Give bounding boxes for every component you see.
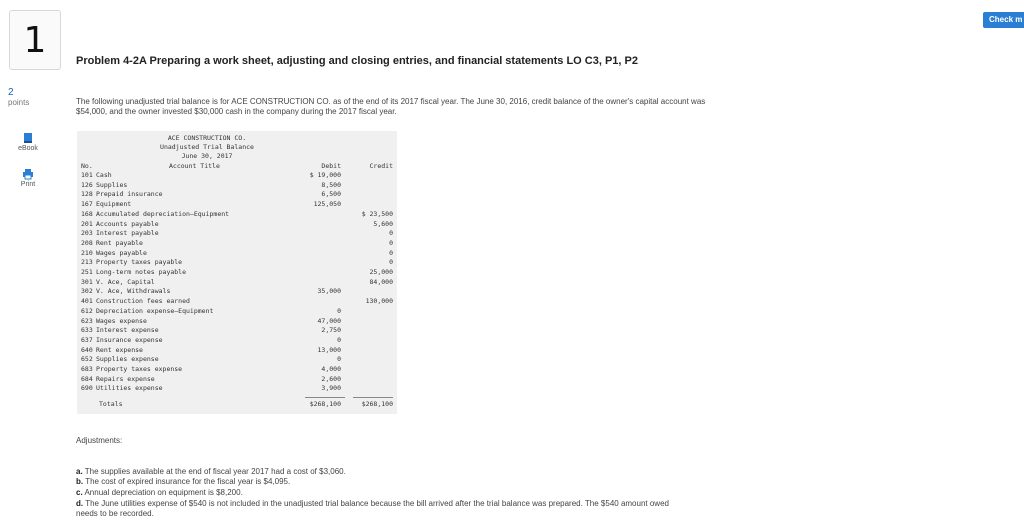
tb-row	[77, 336, 397, 345]
tb-account-no: 633	[81, 326, 93, 335]
tb-account-title: Long-term notes payable	[96, 268, 187, 276]
tb-account-no: 652	[81, 355, 93, 364]
tb-row	[77, 229, 397, 238]
tb-account-no: 612	[81, 306, 93, 315]
tb-row	[77, 239, 397, 248]
adjustment-text: The June utilities expense of $540 is not included in the unadjusted trial balance because the bill arrived after the trial balance was prepared. The $540 amount owed needs to be recorded.	[76, 499, 669, 518]
tb-account-title: Accumulated depreciation—Equipment	[96, 209, 230, 218]
tb-account-no: 208	[81, 238, 93, 247]
tb-col-account: Account Title	[169, 162, 220, 170]
tb-account-no: 684	[81, 374, 93, 383]
tb-debit: 0	[337, 355, 341, 364]
tb-debit: 4,000	[321, 365, 341, 373]
print-label: Print	[20, 181, 36, 188]
adjustment-letter: a.	[76, 467, 83, 476]
tb-row	[77, 346, 397, 355]
tb-row	[77, 307, 397, 316]
tb-debit: 35,000	[317, 287, 341, 296]
tb-row	[77, 249, 397, 258]
tb-account-title: V. Ace, Withdrawals	[96, 287, 171, 296]
check-my-work-button[interactable]: Check m	[983, 12, 1024, 28]
tb-account-no: 690	[81, 384, 93, 393]
adjustment-item	[76, 477, 676, 487]
adjustment-letter: b.	[76, 477, 84, 486]
ebook-button[interactable]	[8, 132, 48, 152]
tb-credit: 5,600	[373, 219, 393, 228]
tb-account-title: Supplies expense	[96, 355, 159, 364]
tb-debit-total-rule	[305, 397, 345, 398]
tb-credit: 84,000	[369, 277, 393, 286]
tb-credit: 0	[389, 238, 393, 247]
book-icon	[22, 132, 34, 144]
tb-row	[77, 200, 397, 209]
tb-account-no: 301	[81, 277, 93, 286]
tb-credit: 0	[389, 229, 393, 238]
tb-account-title: Supplies	[96, 180, 128, 189]
tb-company: ACE CONSTRUCTION CO.	[167, 134, 247, 142]
tb-row	[77, 297, 397, 306]
tb-col-no: No.	[81, 162, 93, 170]
points-label: points	[8, 98, 30, 107]
tb-account-no: 101	[81, 171, 93, 179]
tb-row	[77, 355, 397, 364]
ebook-label: eBook	[18, 145, 38, 152]
tb-row	[77, 278, 397, 287]
tb-totals-label: Totals	[99, 400, 123, 408]
tb-row	[77, 317, 397, 326]
tb-row	[77, 287, 397, 296]
tb-debit: $ 19,000	[309, 171, 341, 179]
tb-account-title: Rent expense	[96, 345, 143, 354]
tb-date: June 30, 2017	[181, 152, 233, 160]
tb-debit: 0	[337, 335, 341, 344]
tb-row	[77, 190, 397, 199]
tb-account-title: Interest payable	[96, 229, 159, 238]
tb-account-title: Rent payable	[96, 238, 143, 247]
tb-account-no: 128	[81, 190, 93, 199]
tb-totals-row	[77, 400, 397, 409]
printer-icon	[22, 168, 34, 180]
tb-row	[77, 220, 397, 229]
tb-account-title: Prepaid insurance	[96, 190, 163, 199]
tb-credit: 0	[389, 258, 393, 267]
tb-account-no: 168	[81, 209, 93, 218]
tb-account-no: 640	[81, 345, 93, 354]
tb-account-no: 251	[81, 268, 93, 276]
tb-col-credit: Credit	[369, 162, 393, 170]
tb-account-no: 213	[81, 258, 93, 267]
tb-account-no: 637	[81, 335, 93, 344]
adjustment-item	[76, 467, 676, 477]
tb-account-no: 683	[81, 365, 93, 373]
tb-col-debit: Debit	[321, 162, 341, 170]
tb-credit: 0	[389, 248, 393, 257]
problem-title: Problem 4-2A Preparing a work sheet, adjusting and closing entries, and financial statements LO C3, P1, P2	[76, 55, 638, 67]
tb-account-no: 167	[81, 200, 93, 209]
tb-debit: 13,000	[317, 345, 341, 354]
adjustment-item	[76, 499, 676, 519]
tb-row	[77, 171, 397, 180]
tb-row	[77, 375, 397, 384]
adjustment-text: The cost of expired insurance for the fiscal year is $4,095.	[85, 477, 291, 486]
tb-credit: 130,000	[365, 297, 393, 306]
problem-intro: The following unadjusted trial balance is for ACE CONSTRUCTION CO. as of the end of its 2017 fiscal year. The June 30, 2016, credit balance of the owner's capital account was $54,000, and the owner invested $30,000 cash in the company during the 2017 fiscal year.	[76, 97, 706, 116]
tb-account-title: Wages expense	[96, 316, 147, 325]
tb-row	[77, 326, 397, 335]
tb-account-title: Wages payable	[96, 248, 147, 257]
tb-row	[77, 268, 397, 277]
tb-debit: 47,000	[317, 316, 341, 325]
tb-account-no: 126	[81, 180, 93, 189]
tb-debit: 3,900	[321, 384, 341, 393]
tb-account-no: 203	[81, 229, 93, 238]
tb-account-title: Property taxes payable	[96, 258, 183, 267]
tb-account-title: Interest expense	[96, 326, 159, 335]
points-info	[8, 88, 28, 108]
tb-row	[77, 181, 397, 190]
points-value: 2	[8, 87, 14, 98]
tb-account-title: V. Ace, Capital	[96, 277, 155, 286]
question-number-box	[9, 10, 61, 70]
tb-account-title: Property taxes expense	[96, 365, 183, 373]
tb-account-title: Utilities expense	[96, 384, 163, 393]
tb-account-no: 201	[81, 219, 93, 228]
tb-account-title: Equipment	[96, 200, 132, 209]
tb-debit: 8,500	[321, 180, 341, 189]
tb-total-credit: $268,100	[361, 400, 393, 408]
tb-credit-total-rule	[353, 397, 393, 398]
tb-subtitle: Unadjusted Trial Balance	[160, 143, 254, 151]
tb-account-no: 623	[81, 316, 93, 325]
adjustment-letter: d.	[76, 499, 84, 508]
tb-account-title: Depreciation expense—Equipment	[96, 306, 214, 315]
tb-debit: 2,750	[321, 326, 341, 335]
tb-debit: 6,500	[321, 190, 341, 199]
tb-row	[77, 384, 397, 393]
print-button[interactable]	[8, 168, 48, 188]
tb-account-title: Cash	[96, 171, 112, 179]
tb-total-debit: $268,100	[309, 400, 341, 408]
tb-row	[77, 258, 397, 267]
trial-balance-table	[77, 131, 397, 414]
tb-credit: $ 23,500	[361, 209, 393, 218]
tb-debit: 125,050	[313, 200, 341, 209]
tb-row	[77, 365, 397, 374]
tb-credit: 25,000	[369, 268, 393, 276]
adjustment-text: Annual depreciation on equipment is $8,200.	[84, 488, 243, 497]
tb-account-title: Insurance expense	[96, 335, 163, 344]
tb-account-no: 210	[81, 248, 93, 257]
tb-header-row	[77, 162, 397, 171]
question-number: 1	[23, 19, 47, 61]
tb-account-title: Construction fees earned	[96, 297, 190, 306]
adjustment-text: The supplies available at the end of fiscal year 2017 had a cost of $3,060.	[84, 467, 346, 476]
tb-account-no: 401	[81, 297, 93, 306]
adjustment-item	[76, 488, 676, 498]
tb-row	[77, 210, 397, 219]
tb-account-title: Accounts payable	[96, 219, 159, 228]
tb-debit: 2,600	[321, 374, 341, 383]
tb-account-title: Repairs expense	[96, 374, 155, 383]
tb-debit: 0	[337, 306, 341, 315]
tb-account-no: 302	[81, 287, 93, 296]
adjustments-label: Adjustments:	[76, 436, 123, 445]
adjustment-letter: c.	[76, 488, 83, 497]
